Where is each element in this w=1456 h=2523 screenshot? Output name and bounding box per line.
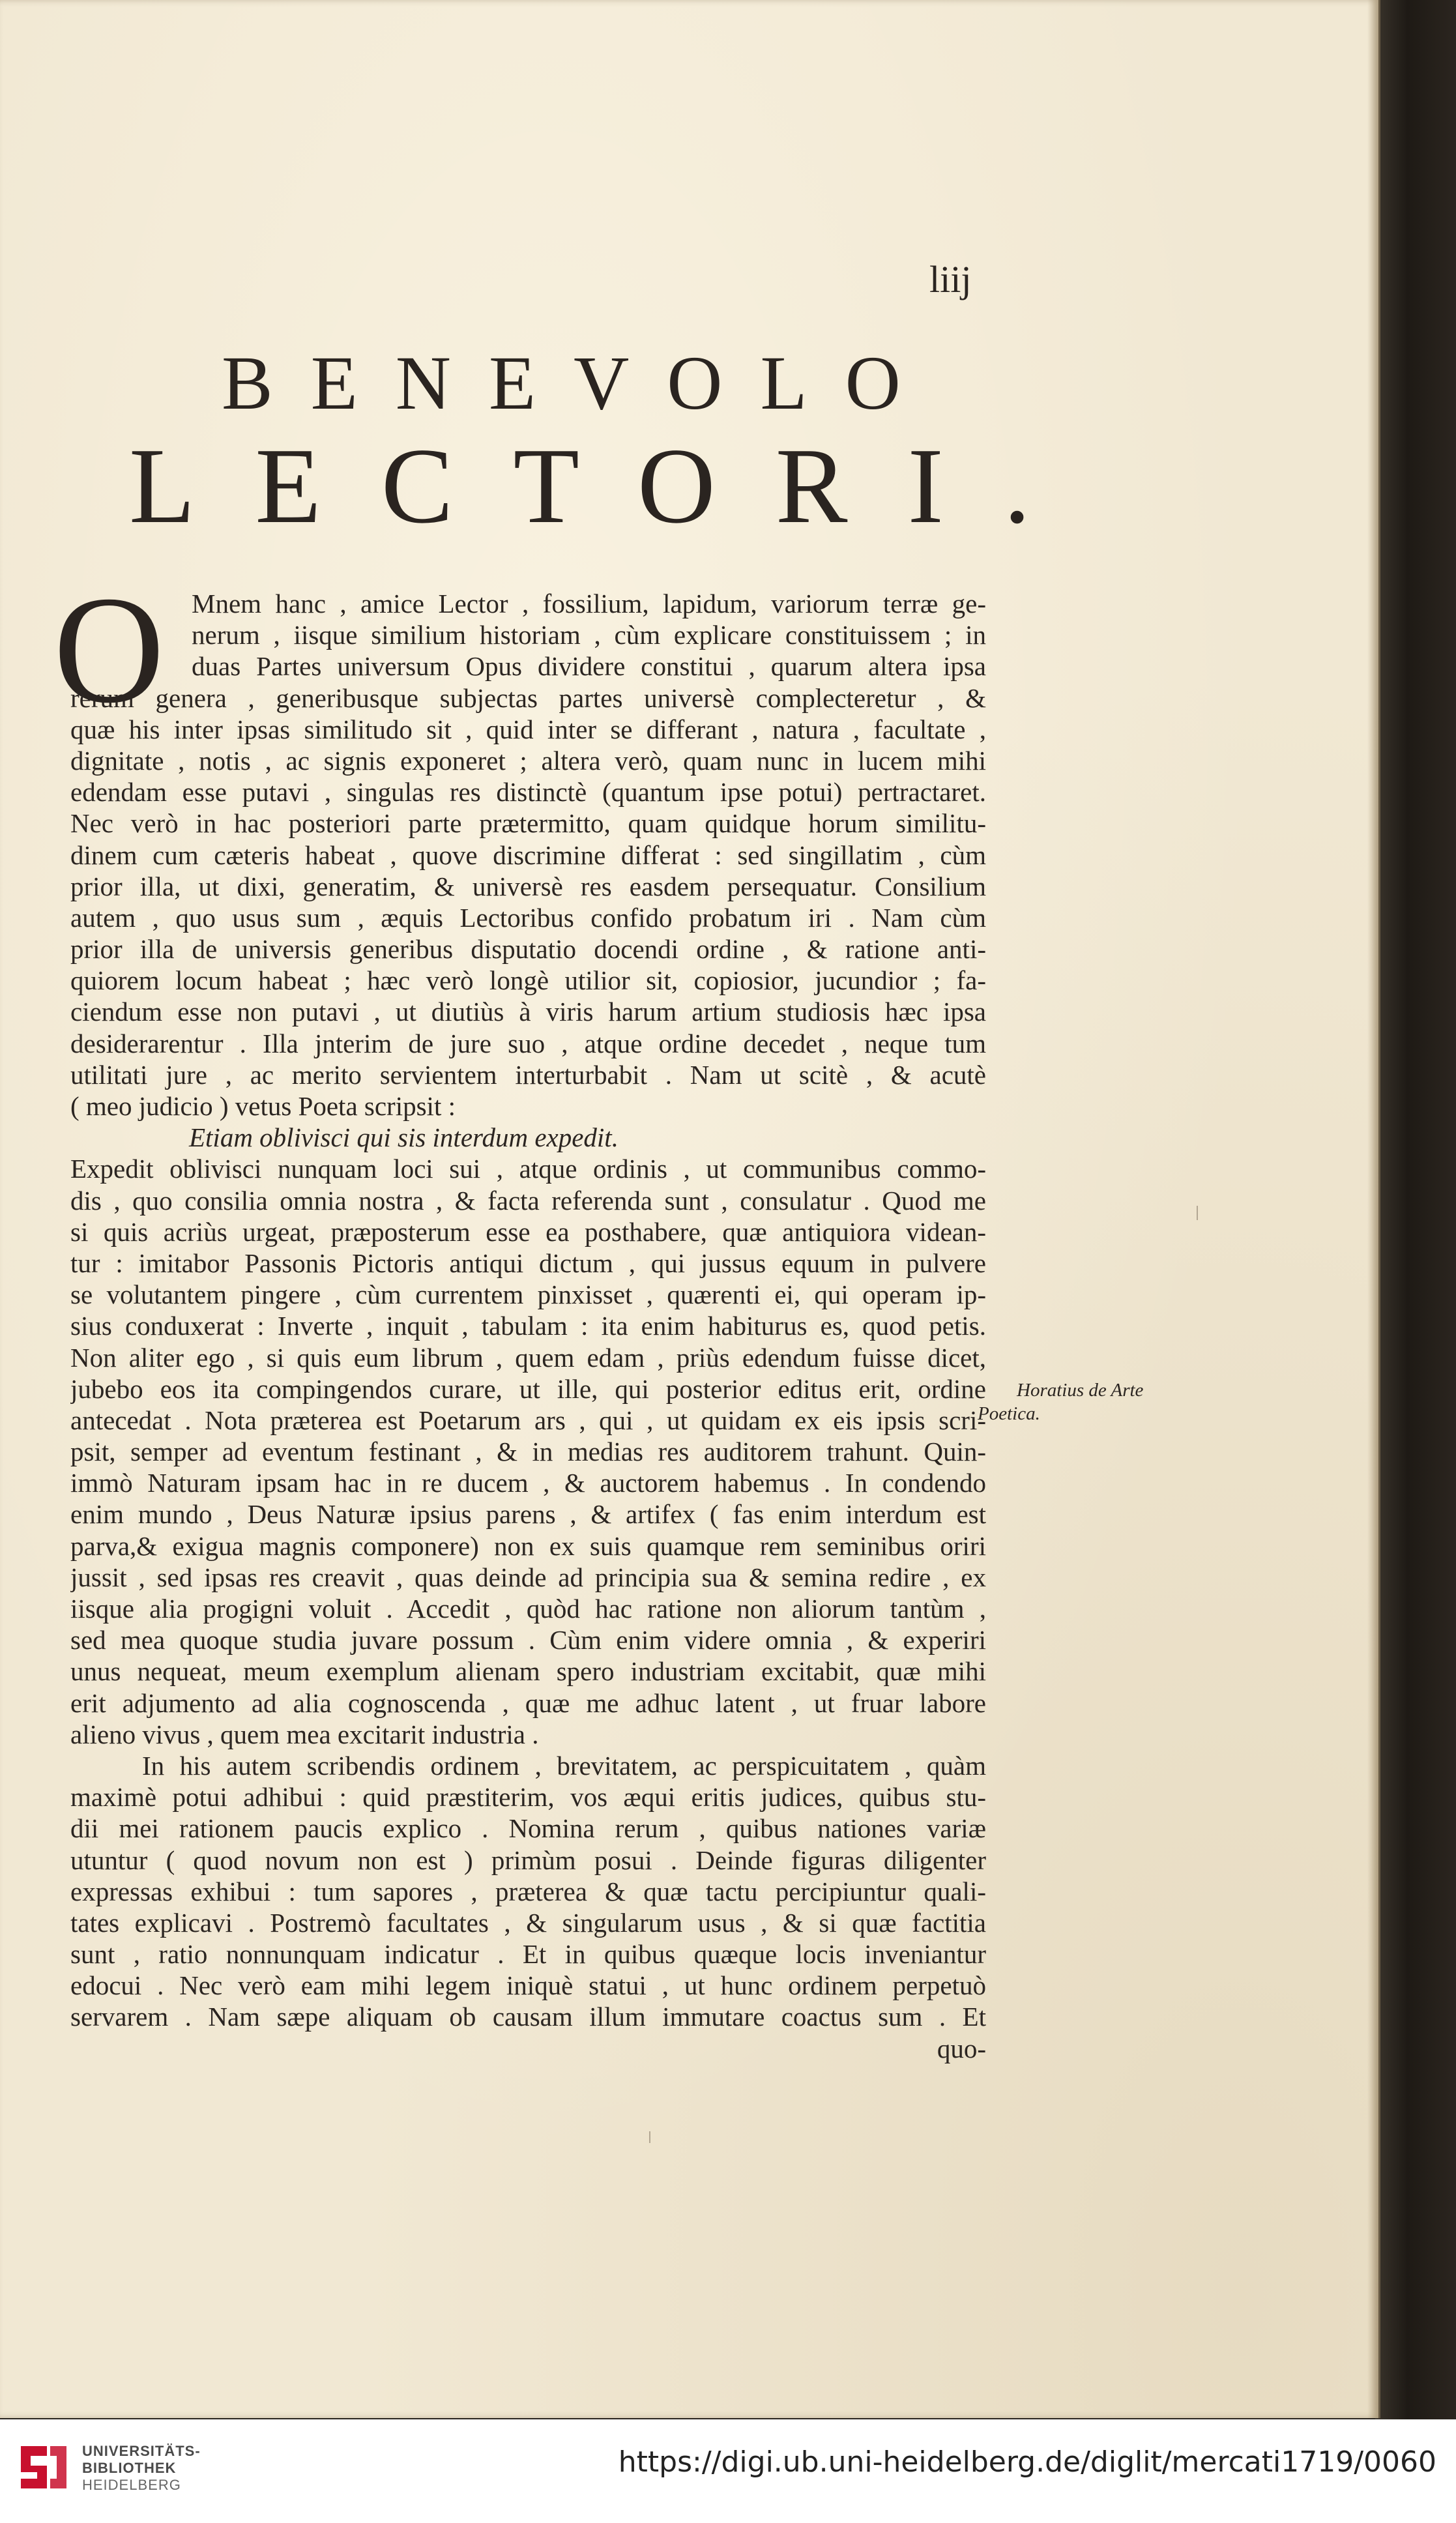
- text-line: dinem cum cæteris habeat , quove discrimine differat : sed singillatim , cùm: [70, 839, 986, 870]
- text-line: prior illa de universis generibus disputatio docendi ordine , & ratione anti-: [70, 934, 986, 965]
- text-line: rerum genera , generibusque subjectas partes universè complecteretur , &: [70, 682, 986, 713]
- text-line: maximè potui adhibui : quid præstiterim, vos æqui eritis judices, quibus stu-: [70, 1782, 986, 1813]
- text-line: autem , quo usus sum , æquis Lectoribus confido probatum iri . Nam cùm: [70, 902, 986, 933]
- text-line: se volutantem pingere , cùm currentem pinxisset , quærenti ei, qui operam ip-: [70, 1279, 986, 1310]
- text-line: ciendum esse non putavi , ut diutiùs à viris harum artium studiosis hæc ipsa: [70, 997, 986, 1027]
- text-line: Non aliter ego , si quis eum librum , quem edam , priùs edendum fuisse dicet,: [70, 1342, 986, 1373]
- page-edge-shadow: [1367, 0, 1380, 2418]
- text-line: dii mei rationem paucis explico . Nomina rerum , quibus nationes variæ: [70, 1813, 986, 1844]
- text-line: dis , quo consilia omnia nostra , & facta referenda sunt , consulatur . Quod me: [70, 1185, 986, 1216]
- text-line: immò Naturam ipsam hac in re ducem , & auctorem habemus . In condendo: [70, 1468, 986, 1498]
- title-benevolo: BENEVOLO: [222, 340, 939, 426]
- library-name-line1: UNIVERSITÄTS-: [82, 2443, 201, 2459]
- text-line: jubebo eos ita compingendos curare, ut ille, qui posterior editus erit, ordine: [70, 1373, 986, 1404]
- text-line: Expedit oblivisci nunquam loci sui , atque ordinis , ut communibus commo-: [70, 1154, 986, 1184]
- text-line: si quis acriùs urgeat, præposterum esse ea posthabere, quæ antiquiora videan-: [70, 1216, 986, 1247]
- page-number: liij: [929, 258, 972, 300]
- text-line: tur : imitabor Passonis Pictoris antiqui dictum , qui jussus equum in pulvere: [70, 1247, 986, 1278]
- text-line: edendam esse putavi , singulas res distinctè (quantum ipse potui) pertractaret.: [70, 777, 986, 808]
- marginal-note-line2: Poetica.: [978, 1403, 1040, 1424]
- text-line: sius conduxerat : Inverte , inquit , tabulam : ita enim habiturus es, quod petis.: [70, 1311, 986, 1341]
- text-line: utilitati jure , ac merito servientem interturbabit . Nam ut scitè , & acutè: [70, 1059, 986, 1090]
- text-line: In his autem scribendis ordinem , brevitatem, ac perspicuitatem , quàm: [142, 1750, 986, 1781]
- text-line: desiderarentur . Illa jnterim de jure suo , atque ordine decedet , neque tum: [70, 1028, 986, 1058]
- catchword: quo-: [937, 2033, 986, 2064]
- text-line: dignitate , notis , ac signis exponeret ; altera verò, quam nunc in lucem mihi: [70, 745, 986, 776]
- text-line: tates explicavi . Postremò facultates , & singularum usus , & si quæ factitia: [70, 1907, 986, 1938]
- text-line: sed mea quoque studia juvare possum . Cùm enim videre omnia , & experiri: [70, 1625, 986, 1655]
- text-line: unus nequeat, meum exemplum alienam spero industriam excitabit, quæ mihi: [70, 1656, 986, 1687]
- text-line: antecedat . Nota præterea est Poetarum ars , qui , ut quidam ex eis ipsis scri-: [70, 1405, 986, 1435]
- text-line: jussit , sed ipsas res creavit , quas deinde ad principia sua & semina redire , ex: [70, 1562, 986, 1592]
- text-line: sunt , ratio nonnunquam indicatur . Et in quibus quæque locis inveniantur: [70, 1939, 986, 1970]
- text-line: Nec verò in hac posteriori parte prætermitto, quam quidque horum similitu-: [70, 808, 986, 839]
- text-line: duas Partes universum Opus dividere constitui , quarum altera ipsa: [192, 651, 986, 682]
- marginal-note-line1: Horatius de Arte: [1017, 1380, 1144, 1401]
- text-line: ( meo judicio ) vetus Poeta scripsit :: [70, 1091, 456, 1121]
- text-line: parva,& exigua magnis componere) non ex suis quamque rem seminibus oriri: [70, 1530, 986, 1561]
- body-text: [70, 588, 986, 2064]
- library-name-line2: BIBLIOTHEK: [82, 2460, 177, 2476]
- text-line: servarem . Nam sæpe aliquam ob causam illum immutare coactus sum . Et: [70, 2002, 986, 2032]
- quotation-line: Etiam oblivisci qui sis interdum expedit.: [189, 1122, 619, 1153]
- library-name-line3: HEIDELBERG: [82, 2477, 181, 2493]
- text-line: quiorem locum habeat ; hæc verò longè utilior sit, copiosior, jucundior ; fa-: [70, 965, 986, 996]
- text-line: quæ his inter ipsas similitudo sit , quid inter se differant , natura , facultate ,: [70, 714, 986, 744]
- text-line: enim mundo , Deus Naturæ ipsius parens , & artifex ( fas enim interdum est: [70, 1499, 986, 1530]
- drop-cap: O: [53, 565, 165, 735]
- text-line: psit, semper ad eventum festinant , & in medias res auditorem trahunt. Quin-: [70, 1437, 986, 1467]
- text-line: alieno vivus , quem mea excitarit industria .: [70, 1719, 539, 1749]
- scan-background: [1375, 0, 1456, 2425]
- text-line: expressas exhibui : tum sapores , præterea & quæ tactu percipiuntur quali-: [70, 1876, 986, 1906]
- source-url-link[interactable]: https://digi.ub.uni-heidelberg.de/diglit/mercati1719/0060: [618, 2445, 1436, 2479]
- margin-mark: [1197, 1206, 1198, 1220]
- library-name: [82, 2443, 201, 2494]
- text-line: erit adjumento ad alia cognoscenda , quæ me adhuc latent , ut fruar labore: [70, 1687, 986, 1718]
- title-lectori: LECTORI.: [129, 426, 1091, 546]
- text-line: utuntur ( quod novum non est ) primùm posui . Deinde figuras diligenter: [70, 1845, 986, 1875]
- text-line: edocui . Nec verò eam mihi legem iniquè statui , ut hunc ordinem perpetuò: [70, 1970, 986, 2001]
- library-logo-icon: [14, 2436, 73, 2495]
- text-line: nerum , iisque similium historiam , cùm explicare constituissem ; in: [192, 620, 986, 650]
- text-line: prior illa, ut dixi, generatim, & universè res easdem persequatur. Consilium: [70, 871, 986, 901]
- text-line: Mnem hanc , amice Lector , fossilium, lapidum, variorum terræ ge-: [192, 589, 986, 619]
- marginal-note: [978, 1378, 1144, 1425]
- text-line: iisque alia progigni voluit . Accedit , quòd hac ratione non aliorum tantùm ,: [70, 1594, 986, 1624]
- margin-mark: [649, 2131, 650, 2143]
